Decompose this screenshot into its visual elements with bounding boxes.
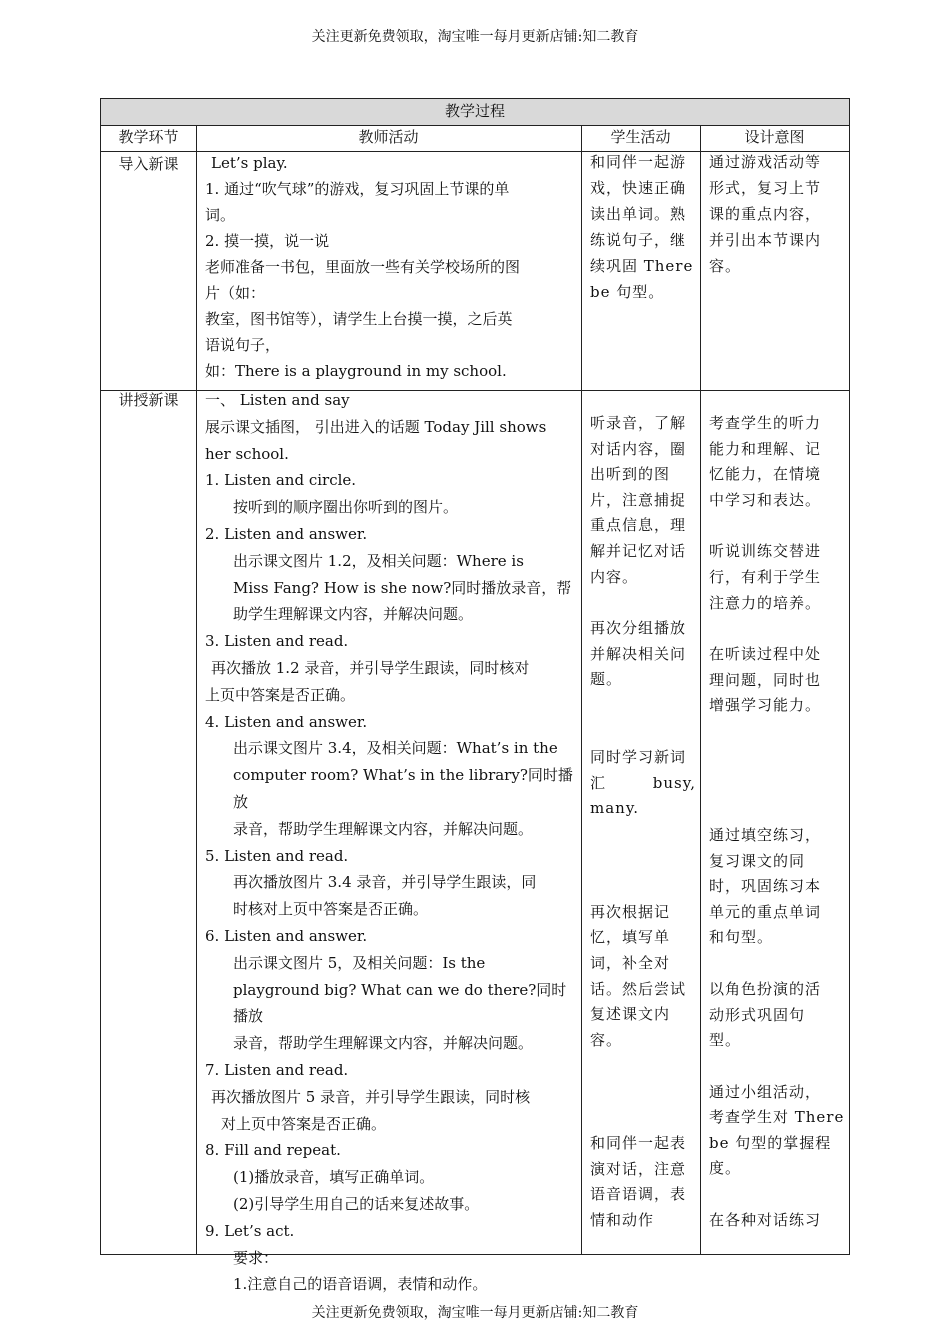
- table-row-stage: 导入新课: [118, 155, 179, 173]
- col-header-student: 学生活动: [610, 128, 671, 146]
- header-note: 关注更新免费领取，淘宝唯一每月更新店铺:知二教育: [311, 29, 639, 45]
- table-row-intent: 考查学生的听力 能力和理解、记 忆能力，在情境 中学习和表达。 听说训练交替进 行，有利于学生 注意力的培养。 在听读过程中处 理问题，同时也 增强学习能力。 通过填空练习， 复习课文的同 时，巩固练习本 单元的重点单词 和句型。 以角色扮演的活 动形式巩固句 型。 通过小组活动， 考查学生对 There be 句型的掌握程 度。 在各种对话练习: [709, 414, 845, 1230]
- table-row-student: 听录音，了解 对话内容，圈 出听到的图 片，注意捕捉 重点信息，理 解并记忆对话 内容。 再次分组播放 并解决相关问 题。 同时学习新词 汇 busy, many. 再次根据记 忆，填写单 词，补全对 话。然后尝试 复述课文内 容。 和同伴一起表 演对话，注意 语音语调，表 情和动作: [590, 414, 696, 1230]
- table-row-stage: 讲授新课: [118, 391, 179, 409]
- table-header-row: [101, 125, 849, 152]
- column-divider: [196, 125, 197, 1254]
- column-divider: [581, 125, 582, 1254]
- table-row-teacher: 一、 Listen and say 展示课文插图， 引出进入的话题 Today Jill shows her school. 1. Listen and circle. 按听到的顺序圈出你听到的图片。 2. Listen and answer. 出示课文图片 1.2，及相关问题：Where is Miss Fang? How is she now?同时播放录音，帮 助学生理解课文内容，并解决问题。 3. Listen and read. 再次播放 1.2 录音，并引导学生跟读，同时核对 上页中答案是否正确。 4. Listen and answer. 出示课文图片 3.4，及相关问题：What’s in the computer room? What’s in the library?同时播放 录音，帮助学生理解课文内容，并解决问题。 5. Listen and read. 再次播放图片 3.4 录音，并引导学生跟读，同 时核对上页中答案是否正确。 6. Listen and answer. 出示课文图片 5，及相关问题：Is the playground big? What can we do there?同时播放 录音，帮助学生理解课文内容，并解决问题。 7. Listen and read. 再次播放图片 5 录音，并引导学生跟读，同时核 对上页中答案是否正确。 8. Fill and repeat. (1)播放录音，填写正确单词。 (2)引导学生用自己的话来复述故事。 9. Let’s act. 要求： 1.注意自己的语音语调，表情和动作。: [205, 391, 573, 1294]
- table-row-intent: 通过游戏活动等 形式，复习上节 课的重点内容， 并引出本节课内 容。: [709, 153, 822, 275]
- table-title: 教学过程: [101, 99, 849, 126]
- footer-note: 关注更新免费领取，淘宝唯一每月更新店铺:知二教育: [311, 1305, 639, 1321]
- table-row-student: 和同伴一起游 戏，快速正确 读出单词。熟 练说句子，继 续巩固 There be 句型。: [590, 153, 694, 301]
- lesson-process-table: [100, 98, 850, 1294]
- col-header-intent: 设计意图: [744, 128, 805, 146]
- table-row-teacher: Let’s play. 1. 通过“吹气球”的游戏，复习巩固上节课的单 词。 2. 摸一摸，说一说 老师准备一书包，里面放一些有关学校场所的图 片（如： 教室，图书馆等），请学生上台摸一摸，之后英 语说句子， 如：There is a playground in my school.: [205, 154, 521, 380]
- col-header-stage: 教学环节: [118, 128, 179, 146]
- column-divider: [700, 125, 701, 1254]
- col-header-teacher: 教师活动: [358, 128, 419, 146]
